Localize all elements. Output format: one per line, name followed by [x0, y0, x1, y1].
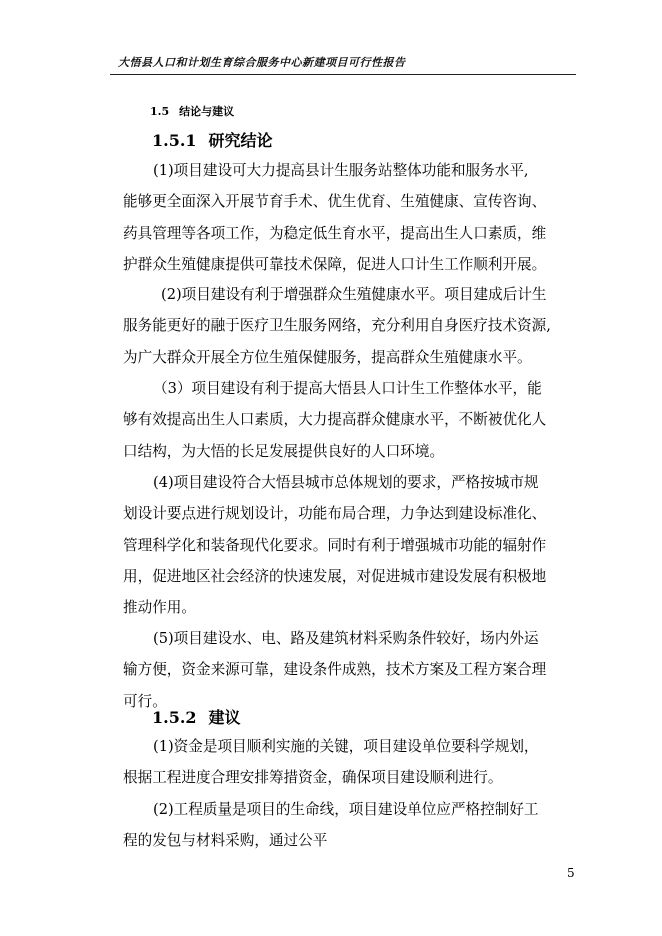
text-line: 可行。 [123, 692, 167, 710]
running-header: 大悟县人口和计划生育综合服务中心新建项目可行性报告 [118, 56, 406, 69]
suggestion-heading [152, 705, 241, 728]
conclusion-paragraph-2 [123, 279, 583, 373]
text-line: (2)工程质量是项目的生命线，项目建设单位应严格控制好工 [153, 801, 539, 818]
suggestion-number: 1.5.2 [152, 708, 197, 727]
text-line: 程的发包与材料采购，通过公平 [123, 832, 328, 850]
conclusion-paragraph-5 [123, 623, 583, 717]
text-line: （3）项目建设有利于提高大悟县人口计生工作整体水平，能 [153, 380, 542, 397]
text-line: (1)项目建设可大力提高县计生服务站整体功能和服务水平, [153, 162, 529, 179]
text-line: 够有效提高出生人口素质，大力提高群众健康水平，不断被优化人 [123, 411, 547, 429]
section-number: 1.5 [150, 105, 170, 118]
conclusion-title: 研究结论 [208, 131, 273, 150]
conclusion-paragraph-4 [123, 467, 583, 623]
conclusion-number: 1.5.1 [152, 131, 197, 150]
text-line: 药具管理等各项工作，为稳定低生育水平，提高出生人口素质，维 [123, 224, 547, 242]
text-line: 管理科学化和装备现代化要求。同时有利于增强城市功能的辐射作 [123, 536, 547, 554]
page-number: 5 [567, 866, 575, 880]
section-title: 结论与建议 [179, 105, 235, 118]
text-line: 口结构，为大悟的长足发展提供良好的人口环境。 [123, 442, 445, 460]
text-line: (5)项目建设水、电、路及建筑材料采购条件较好，场内外运 [153, 630, 539, 647]
section-heading [150, 103, 234, 119]
header-divider [110, 74, 576, 75]
conclusion-paragraph-3 [123, 373, 583, 467]
text-line: 用，促进地区社会经济的快速发展，对促进城市建设发展有积极地 [123, 567, 547, 585]
text-line: 划设计要点进行规划设计，功能布局合理，力争达到建设标准化、 [123, 505, 547, 523]
text-line: 推动作用。 [123, 599, 196, 617]
text-line: 能够更全面深入开展节育手术、优生优育、生殖健康、宣传咨询、 [123, 193, 547, 211]
text-line: (2)项目建设有利于增强群众生殖健康水平。项目建成后计生 [161, 286, 547, 303]
text-line: 输方便，资金来源可靠，建设条件成熟，技术方案及工程方案合理 [123, 661, 547, 679]
conclusion-heading [152, 128, 273, 151]
text-line: (1)资金是项目顺利实施的关键，项目建设单位要科学规划， [153, 738, 539, 755]
suggestion-paragraph-2 [123, 794, 583, 857]
text-line: 服务能更好的融于医疗卫生服务网络，充分利用自身医疗技术资源, [123, 317, 551, 335]
text-line: (4)项目建设符合大悟县城市总体规划的要求，严格按城市规 [153, 474, 539, 491]
suggestion-title: 建议 [208, 708, 241, 727]
text-line: 为广大群众开展全方位生殖保健服务，提高群众生殖健康水平。 [123, 348, 532, 366]
text-line: 护群众生殖健康提供可靠技术保障，促进人口计生工作顺利开展。 [123, 255, 547, 273]
conclusion-paragraph-1 [123, 155, 583, 280]
suggestion-paragraph-1 [123, 731, 583, 794]
text-line: 根据工程进度合理安排筹措资金，确保项目建设顺利进行。 [123, 769, 503, 787]
